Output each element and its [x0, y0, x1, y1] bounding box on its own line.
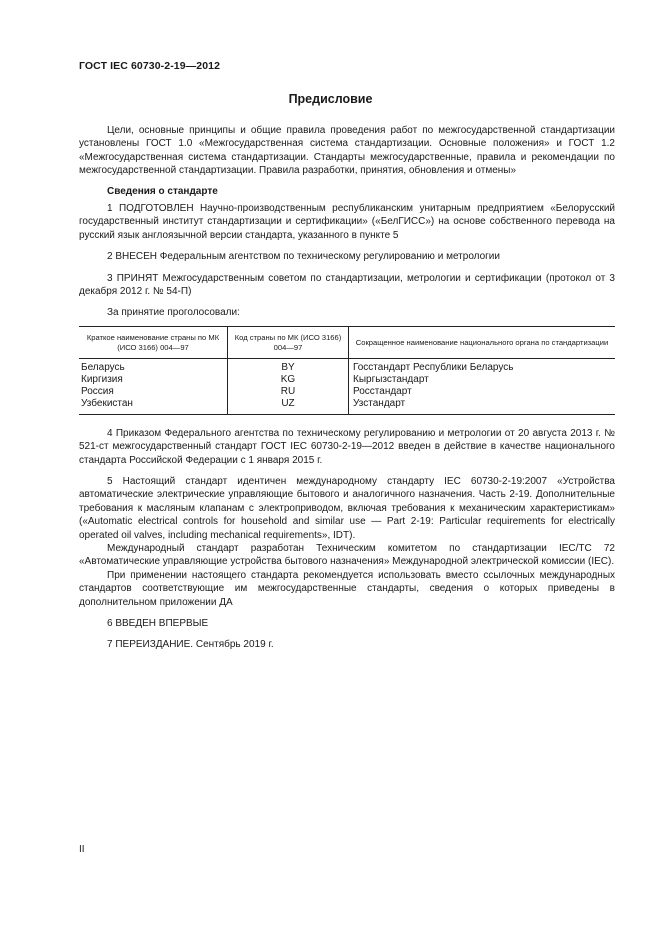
- country-code: BY: [228, 358, 349, 374]
- document-header: ГОСТ IEC 60730-2-19—2012: [79, 60, 221, 72]
- item-5-paragraph-2: Международный стандарт разработан Техническим комитетом по стандартизации IEC/TC 72 «Автоматические управляющие устройства бытового назначения» Международной электрической комиссии (IEC).: [79, 542, 615, 568]
- table-header-row: [79, 326, 615, 358]
- item-7: 7 ПЕРЕИЗДАНИЕ. Сентябрь 2019 г.: [107, 639, 274, 651]
- standards-body: Кыргызстандарт: [349, 374, 616, 386]
- document-body: [79, 124, 615, 652]
- item-4: 4 Приказом Федерального агентства по техническому регулированию и метрологии от 20 августа 2013 г. № 521-ст межгосударственный стандарт ГОСТ IEC 60730-2-19—2012 введен в действие в качестве национального стандарта Российской Федерации с 1 января 2015 г.: [79, 427, 615, 466]
- item-3: 3 ПРИНЯТ Межгосударственным советом по стандартизации, метрологии и сертификации (протокол от 3 декабря 2012 г. № 54-П): [79, 272, 615, 298]
- section-title: Сведения о стандарте: [107, 185, 218, 197]
- table-row: [79, 398, 615, 414]
- table-header: Краткое наименование страны по МК (ИСО 3166) 004—97: [79, 326, 228, 358]
- table-row: [79, 358, 615, 374]
- country-name: Узбекистан: [79, 398, 228, 414]
- country-code: KG: [228, 374, 349, 386]
- page-number: II: [79, 844, 85, 855]
- item-2: 2 ВНЕСЕН Федеральным агентством по техническому регулированию и метрологии: [107, 251, 500, 263]
- standards-body: Узстандарт: [349, 398, 616, 414]
- table-header: Сокращенное наименование национального органа по стандартизации: [349, 326, 616, 358]
- table-row: [79, 386, 615, 398]
- standards-body: Росстандарт: [349, 386, 616, 398]
- country-code: UZ: [228, 398, 349, 414]
- item-5-paragraph-3: При применении настоящего стандарта рекомендуется использовать вместо ссылочных международных стандартов соответствующие им межгосударственные стандарты, сведения о которых приведены в дополнительном приложении ДА: [79, 569, 615, 608]
- table-row: [79, 374, 615, 386]
- item-5: 5 Настоящий стандарт идентичен международному стандарту IEC 60730-2-19:2007 «Устройства автоматические электрические управляющие бытового и аналогичного назначения. Часть 2-19. Дополнительные требования к масляным клапанам с электроприводом, включая требования к механическим характеристикам» («Automatic electrical controls for household and similar use — Part 2-19: Particular requirements for electrically operated oil valves, including mechanical requirements», IDT).: [79, 475, 615, 541]
- item-1: 1 ПОДГОТОВЛЕН Научно-производственным республиканским унитарным предприятием «Белорусский государственный институт стандартизации и сертификации» («БелГИСС») на основе собственного перевода на русский язык англоязычной версии стандарта, указанного в пункте 5: [79, 203, 615, 241]
- country-name: Беларусь: [81, 361, 125, 373]
- country-code: RU: [228, 386, 349, 398]
- country-name: Киргизия: [81, 374, 123, 386]
- voting-table: [79, 326, 615, 415]
- intro-paragraph: Цели, основные принципы и общие правила проведения работ по межгосударственной стандартизации установлены ГОСТ 1.0 «Межгосударственная система стандартизации. Основные положения» и ГОСТ 1.2 «Межгосударственная система стандартизации. Стандарты межгосударственные, правила и рекомендации по межгосударственной стандартизации. Правила разработки, принятия, обновления и отмены»: [79, 125, 615, 177]
- page-title: Предисловие: [288, 92, 373, 106]
- voted-label: За принятие проголосовали:: [107, 307, 240, 319]
- country-name: Россия: [81, 386, 114, 398]
- table-header: Код страны по МК (ИСО 3166) 004—97: [228, 326, 349, 358]
- item-6: 6 ВВЕДЕН ВПЕРВЫЕ: [107, 617, 209, 629]
- standards-body: Госстандарт Республики Беларусь: [349, 358, 616, 374]
